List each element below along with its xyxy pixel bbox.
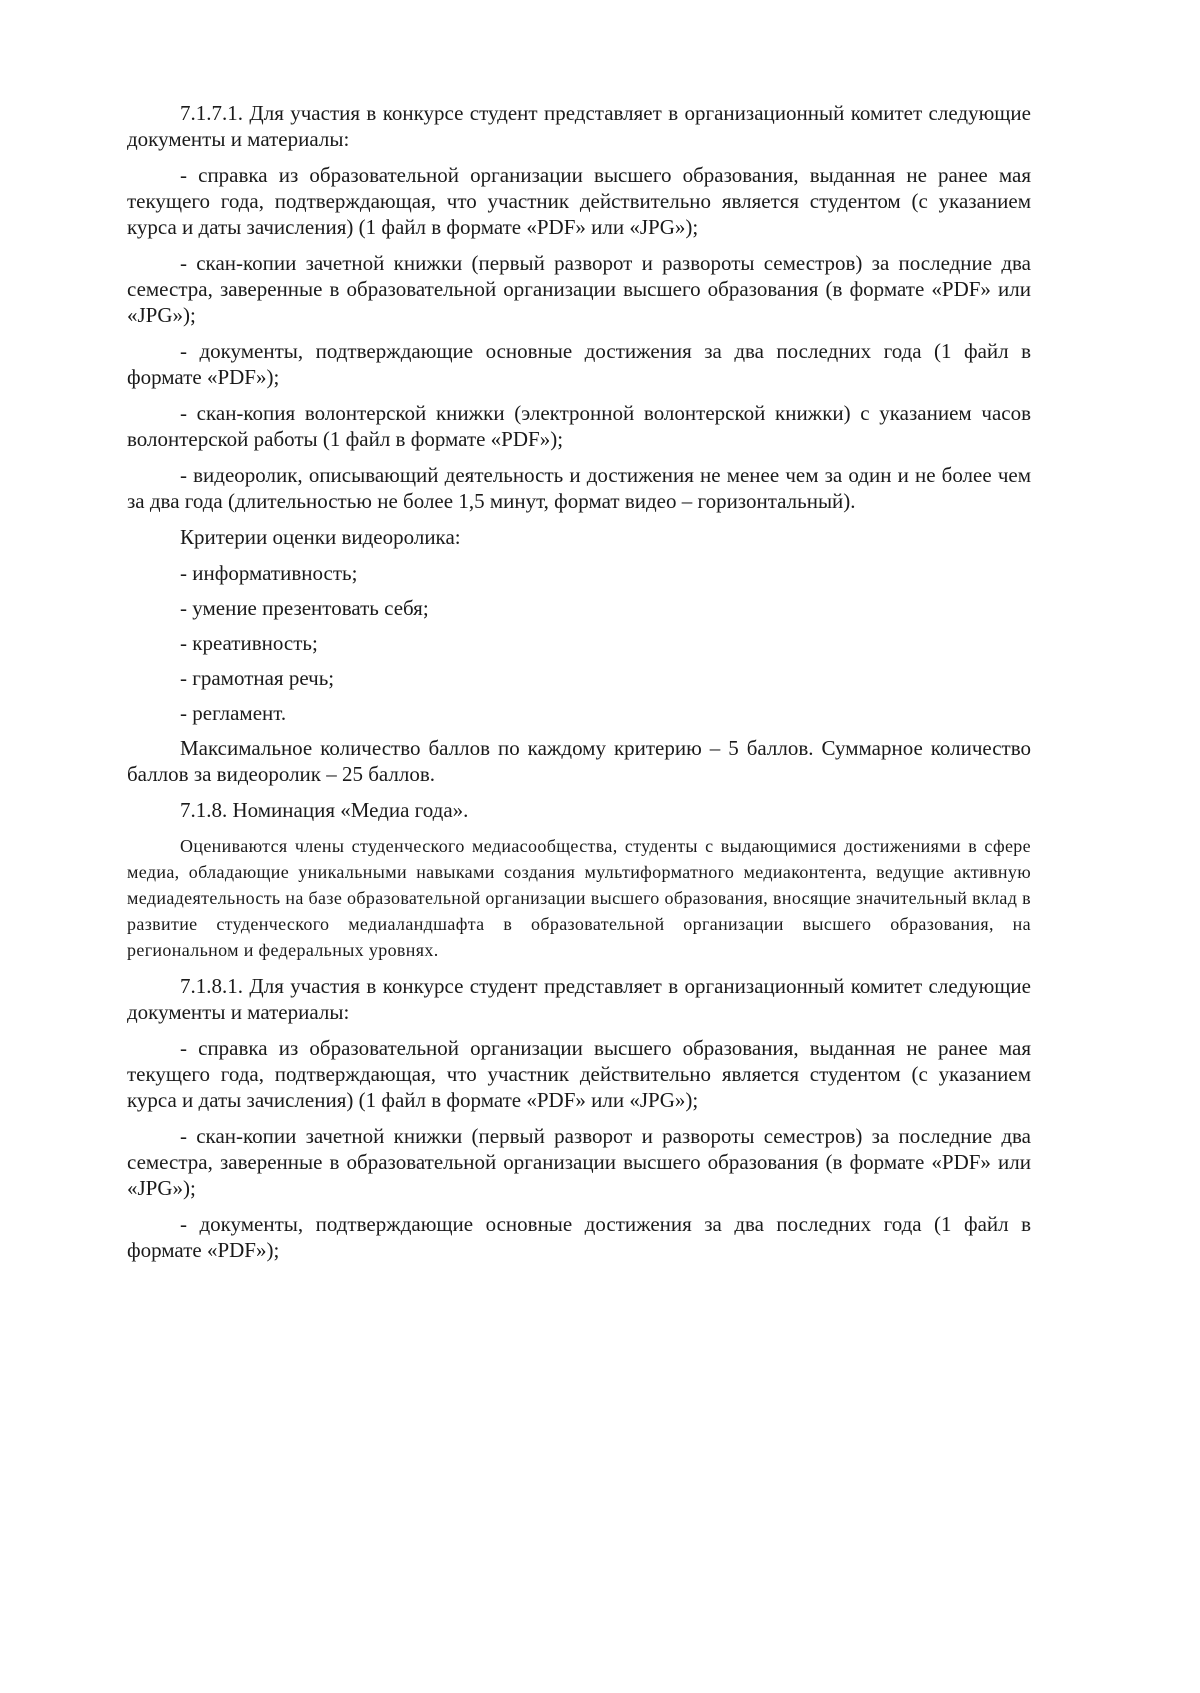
paragraph-7-1-7-1: 7.1.7.1. Для участия в конкурсе студент представляет в организационный комитет следующие документы и материалы:	[127, 101, 1031, 151]
requirement-record-book: - скан-копии зачетной книжки (первый разворот и развороты семестров) за последние два семестра, заверенные в образовательной организации высшего образования (в формате «PDF» или «JPG»);	[127, 251, 1031, 327]
video-criteria-list	[127, 560, 1031, 726]
criteria-item: - грамотная речь;	[180, 666, 335, 690]
requirement-achievements: - документы, подтверждающие основные достижения за два последних года (1 файл в формате «PDF»);	[127, 339, 1031, 389]
criteria-item: - информативность;	[180, 561, 358, 585]
requirement-volunteer-book: - скан-копия волонтерской книжки (электронной волонтерской книжки) с указанием часов волонтерской работы (1 файл в формате «PDF»);	[127, 401, 1031, 451]
document-body	[127, 100, 1031, 1273]
nomination-media-heading: 7.1.8. Номинация «Медиа года».	[180, 798, 469, 822]
criteria-item: - регламент.	[180, 701, 287, 725]
max-score-paragraph: Максимальное количество баллов по каждому критерию – 5 баллов. Суммарное количество баллов за видеоролик – 25 баллов.	[127, 736, 1031, 786]
paragraph-7-1-8-1: 7.1.8.1. Для участия в конкурсе студент представляет в организационный комитет следующие документы и материалы:	[127, 974, 1031, 1024]
criteria-item: - умение презентовать себя;	[180, 596, 429, 620]
requirement-certificate: - справка из образовательной организации высшего образования, выданная не ранее мая текущего года, подтверждающая, что участник действительно является студентом (с указанием курса и даты зачисления) (1 файл в формате «PDF» или «JPG»);	[127, 1036, 1031, 1112]
video-criteria-heading: Критерии оценки видеоролика:	[180, 525, 461, 549]
requirement-certificate: - справка из образовательной организации высшего образования, выданная не ранее мая текущего года, подтверждающая, что участник действительно является студентом (с указанием курса и даты зачисления) (1 файл в формате «PDF» или «JPG»);	[127, 163, 1031, 239]
nomination-media-description: Оцениваются члены студенческого медиасообщества, студенты с выдающимися достижениями в сфере медиа, обладающие уникальными навыками создания мультиформатного медиаконтента, ведущие активную медиадеятельность на базе образовательной организации высшего образования, вносящие значительный вклад в развитие студенческого медиаландшафта в образовательной организации высшего образования, на региональном и федеральных уровнях.	[127, 836, 1031, 960]
requirement-record-book: - скан-копии зачетной книжки (первый разворот и развороты семестров) за последние два семестра, заверенные в образовательной организации высшего образования (в формате «PDF» или «JPG»);	[127, 1124, 1031, 1200]
criteria-item: - креативность;	[180, 631, 318, 655]
requirement-achievements: - документы, подтверждающие основные достижения за два последних года (1 файл в формате «PDF»);	[127, 1212, 1031, 1262]
requirement-video: - видеоролик, описывающий деятельность и достижения не менее чем за один и не более чем за два года (длительностью не более 1,5 минут, формат видео – горизонтальный).	[127, 463, 1031, 513]
